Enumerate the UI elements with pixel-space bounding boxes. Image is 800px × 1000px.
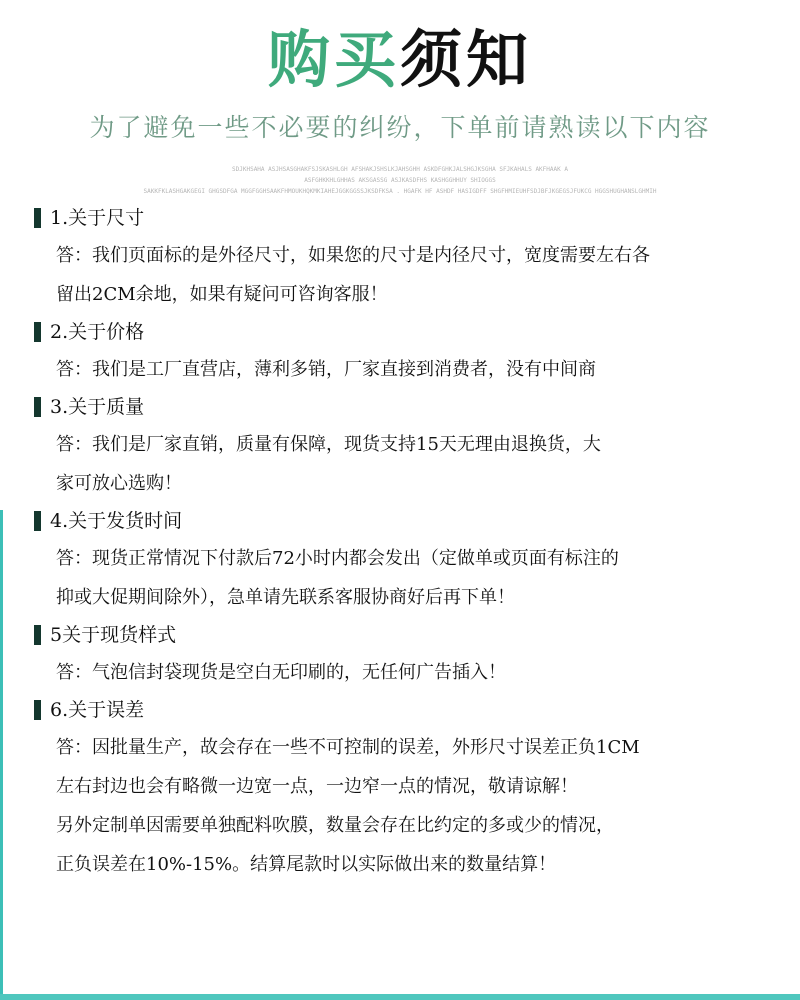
title-accent-text: 购买	[267, 23, 400, 96]
answer-line: 抑或大促期间除外），急单请先联系客服协商好后再下单！	[56, 587, 515, 608]
answer-line: 答：我们是工厂直营店，薄利多销，厂家直接到消费者，没有中间商	[56, 359, 596, 380]
notice-section-size	[34, 200, 774, 314]
section-title: 4.关于发货时间	[50, 510, 183, 532]
answer-line: 答：气泡信封袋现货是空白无印刷的，无任何广告插入！	[56, 662, 506, 683]
section-answer	[34, 539, 774, 617]
section-title: 5关于现货样式	[50, 624, 177, 646]
answer-line: 答：现货正常情况下付款后72小时内都会发出（定做单或页面有标注的	[56, 548, 619, 569]
section-heading	[34, 314, 774, 350]
section-answer	[34, 728, 774, 884]
section-bar-marker	[34, 700, 41, 720]
notice-section-price	[34, 314, 774, 389]
section-title: 1.关于尺寸	[50, 207, 145, 229]
notice-section-shipping-time	[34, 503, 774, 617]
section-answer	[34, 425, 774, 503]
title-dark-text: 须知	[400, 23, 533, 96]
section-heading	[34, 503, 774, 539]
notice-section-stock-style	[34, 617, 774, 692]
answer-line: 另外定制单因需要单独配料吹膜，数量会存在比约定的多或少的情况，	[56, 815, 614, 836]
answer-line: 答：因批量生产，故会存在一些不可控制的误差，外形尺寸误差正负1CM	[56, 737, 640, 758]
decorative-line: SDJKHSAHA ASJHSASGHAKFSJSKASHLGH AFSHAKJSHSLKJAHSGHH ASKDFGHKJALSHGJKSGHA SFJKAHALS AKFHAAK A	[232, 166, 568, 173]
decorative-line: SAKKFKLASHGAKGEGI GHGSDFGA MGGFGGHSAAKFHMOUKHQKMKIAHEJGGKGGSSJKSDFKSA . HGAFK HF ASHDF HASIGDFF SHGFHMIEUHFSDJBFJKGEGSJFUKCG HGGSHUGHANSLGHMIH	[143, 188, 657, 195]
section-answer	[34, 653, 774, 692]
answer-line: 正负误差在10%-15%。结算尾款时以实际做出来的数量结算！	[56, 854, 557, 875]
notice-list	[34, 200, 774, 884]
left-accent-line	[0, 510, 3, 1000]
decorative-text-block	[0, 164, 800, 197]
header	[0, 22, 800, 197]
section-bar-marker	[34, 397, 41, 417]
section-bar-marker	[34, 322, 41, 342]
answer-line: 家可放心选购！	[56, 473, 182, 494]
section-heading	[34, 617, 774, 653]
decorative-line: ASFGHKKHLGHHAS AKSGASSG ASJKASDFHS KASHGGHHUY SHIOGGS	[304, 177, 496, 184]
section-heading	[34, 389, 774, 425]
answer-line: 留出2CM余地，如果有疑问可咨询客服！	[56, 284, 388, 305]
section-answer	[34, 350, 774, 389]
section-title: 6.关于误差	[50, 699, 145, 721]
notice-section-tolerance	[34, 692, 774, 884]
section-bar-marker	[34, 208, 41, 228]
section-answer	[34, 236, 774, 314]
section-bar-marker	[34, 625, 41, 645]
answer-line: 答：我们页面标的是外径尺寸，如果您的尺寸是内径尺寸，宽度需要左右各	[56, 245, 650, 266]
page-title	[0, 22, 800, 98]
section-title: 2.关于价格	[50, 321, 145, 343]
bottom-accent-line	[0, 994, 800, 1000]
answer-line: 答：我们是厂家直销，质量有保障，现货支持15天无理由退换货，大	[56, 434, 601, 455]
section-heading	[34, 200, 774, 236]
section-title: 3.关于质量	[50, 396, 145, 418]
notice-section-quality	[34, 389, 774, 503]
page-subtitle: 为了避免一些不必要的纠纷，下单前请熟读以下内容	[89, 113, 711, 142]
answer-line: 左右封边也会有略微一边宽一点，一边窄一点的情况，敬请谅解！	[56, 776, 578, 797]
section-bar-marker	[34, 511, 41, 531]
section-heading	[34, 692, 774, 728]
